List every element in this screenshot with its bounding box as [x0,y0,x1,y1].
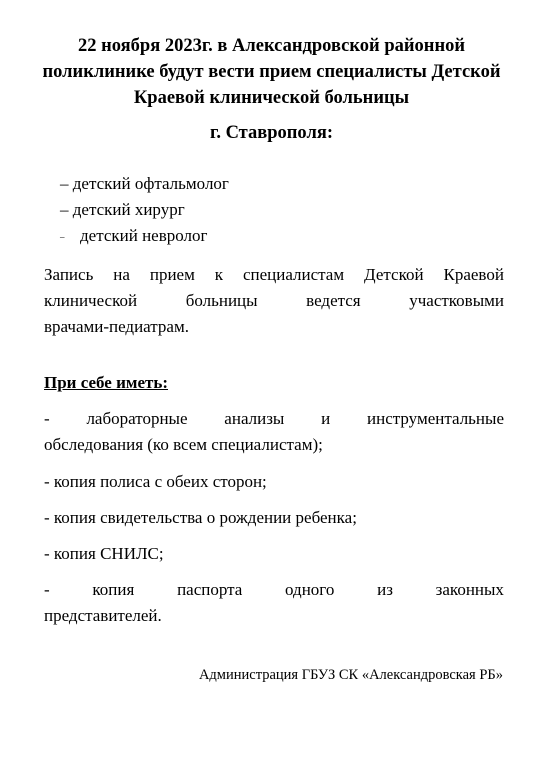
specialist-item-surgeon: – детский хирург [60,200,185,219]
specialist-item-ophthalmologist: – детский офтальмолог [60,174,229,193]
word: - [44,409,50,428]
word: инструментальные [367,409,504,428]
word: на [113,265,130,284]
bring-item-5-line-1 [44,577,504,603]
word: ведется [306,291,361,310]
word: - [44,580,50,599]
word: Запись [44,265,94,284]
dash-icon: – [60,232,65,243]
word: участковыми [409,291,504,310]
bring-item-5 [44,577,504,629]
word: и [321,409,331,428]
appointment-line-3: врачами-педиатрам. [44,317,189,336]
appointment-line-1 [44,262,504,288]
word: копия [92,580,135,599]
word: Краевой [443,265,504,284]
bring-item-3: - копия свидетельства о рождении ребенка; [44,508,357,527]
specialist-item-neurologist-row [60,223,229,250]
footer-signature: Администрация ГБУЗ СК «Александровская РБ» [198,667,503,683]
bring-item-5-line-2: представителей. [44,606,162,625]
word: лабораторные [86,409,188,428]
appointment-line-2 [44,288,504,314]
bring-item-2: - копия полиса с обеих сторон; [44,472,267,491]
word: больницы [185,291,258,310]
word: клинической [44,291,138,310]
bring-item-1 [44,406,504,458]
specialist-item-neurologist: детский невролог [80,226,208,245]
bring-item-4: - копия СНИЛС; [44,544,164,563]
announcement-city: г. Ставрополя: [210,123,333,143]
word: из [377,580,393,599]
bring-heading: При себе иметь: [44,373,169,392]
word: к [214,265,224,284]
word: Детской [364,265,424,284]
word: законных [435,580,504,599]
specialists-list [60,171,229,250]
bring-item-1-line-1 [44,406,504,432]
word: специалистам [242,265,345,284]
word: паспорта [177,580,243,599]
word: анализы [224,409,285,428]
bring-item-1-line-2: обследования (ко всем специалистам); [44,435,323,454]
word: одного [285,580,335,599]
announcement-title: 22 ноября 2023г. в Александровской районной поликлинике будут вести прием специалисты Детской Краевой клинической больницы [42,36,501,108]
appointment-paragraph [44,262,504,340]
word: прием [149,265,195,284]
